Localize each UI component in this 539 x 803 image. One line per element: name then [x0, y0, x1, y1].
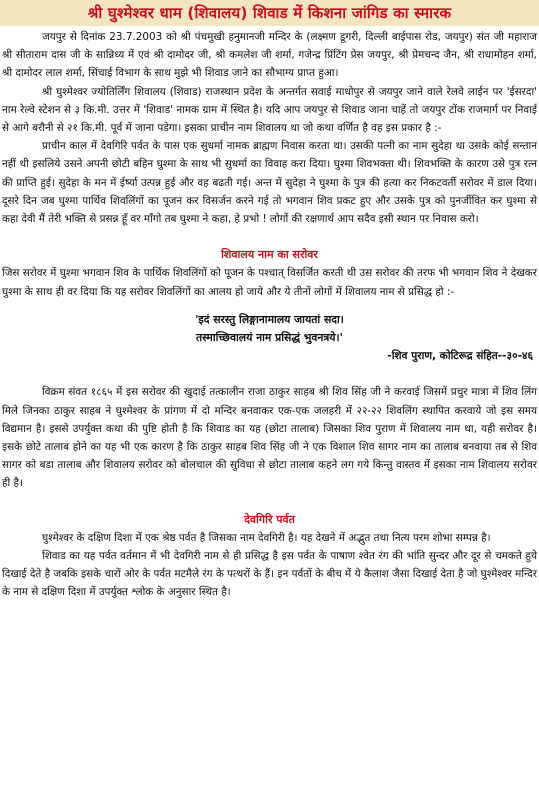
spacer: [2, 365, 537, 383]
intro-paragraph-3: प्राचीन काल में देवगिरि पर्वत के पास एक सुधर्मा नामक ब्राह्मण निवास करता था। उसकी पत्नी का नाम सुदेहा था उसके कोई सन्तान नहीं थी इसलिये उसने अपनी छोटी बहिन घुश्मा के साथ भी सुधर्मा का विवाह करा दिया। घुश्मा शिवभक्ता थी। शिवभक्ति के कारण उसे पुत्र रत्न की प्राप्ति हुई। सुदेहा के मन में ईर्ष्या उत्पन्न हुई और वह बढती गई। अन्त में सुदेहा ने घुश्मा के पुत्र की हत्या कर निकटवर्ती सरोवर में डाल दिया। दूसरे दिन जब घुश्मा पार्थिव शिवलिंगों का पूजन कर विसर्जन करने गई तो भगवान शिव प्रकट हुए और उसके पुत्र को पुनर्जीवित कर घुश्मा से कहा देवी मैं तेरी भक्ति से प्रसन्न हूँ वर माँगो तब घुश्मा ने कहा, हे प्रभो ! लोगों की रक्षणार्थ आप सदैव इसी स्थान पर निवास करो।: [2, 140, 537, 226]
intro-paragraph-2: श्री घुश्मेश्वर ज्योतिर्लिंग शिवालय (शिवाड) राजस्थान प्रदेश के अन्तर्गत सवाई माधोपुर से जयपुर जाने वाले रेलवे लाईन पर 'ईसरदा' नाम रेल्वे स्टेशन से ३ कि.मी. उत्तर में 'शिवाड' नामक ग्राम में स्थित है। यदि आप जयपुर से शिवाड जाना चाहें तो जयपुर टोंक राजमार्ग पर निवाई से आगे बरौनी से २१ कि.मी. पूर्व में जाना पडेगा। इसका प्राचीन नाम शिवालय था जो कथा वर्णित है वह इस प्रकार है :-: [2, 85, 537, 135]
shloka-line-1: 'इदं सरस्तु लिङ्गानामालय जायतां सदा।: [195, 312, 344, 326]
article-body: [0, 28, 539, 602]
devgiri-paragraph-1: घुश्मेश्वर के दक्षिण दिशा में एक श्रेष्ठ पर्वत है जिसका नाम देवगिरी है। यह देखने में अद्भुत तथा नित्य परम शोभा सम्पन्न है।: [42, 531, 491, 544]
page-title: श्री घुश्मेश्वर धाम (शिवालय) शिवाड में किशना जांगिड का स्मारक: [87, 4, 452, 22]
sarovar-paragraph-1: जिस सरोवर में घुश्मा भगवान शिव के पार्थिक शिवलिंगों को पूजन के पश्चात् विसर्जित करती थी उस सरोवर की तरफ भी भगवान शिव ने देखकर घुश्मा के साथ ही वर दिया कि यह सरोवर शिवलिंगों का आलय हो जाये और ये तीनों लोगों में शिवालय नाम से प्रसिद्ध हो :-: [2, 267, 537, 298]
spacer: [2, 301, 537, 311]
spacer: [2, 228, 537, 246]
title-band: [0, 0, 539, 26]
intro-paragraph-1: जयपुर से दिनांक 23.7.2003 को श्री पंचमुखी हनुमानजी मन्दिर के (लक्ष्मण डूगरी, दिल्ली बाईपास रोड, जयपुर) संत जी महाराज श्री सीताराम दास जी के सान्निध्य में एवं श्री दामोदर जी, श्री कमलेश जी शर्मा, गजेन्द्र प्रिंटिंग प्रेस जयपुर, श्री प्रेमचन्द जैन, श्री राधामोहन शर्मा, श्री दामोदर लाल शर्मा, सिंचाई विभाग के साथ मुझे भी शिवाड जाने का सौभाग्य प्राप्त हुआ।: [2, 31, 537, 80]
devgiri-paragraph-2: शिवाड का यह पर्वत वर्तमान में भी देवगिरी नाम से ही प्रसिद्ध है इस पर्वत के पाषाण श्वेत रंग की भांति सुन्दर और दूर से चमकते हुये दिखाई देते है जबकि इसके चारों ओर के पर्वत मटमैले रंग के पत्थरों के हैं। इन पर्वतों के बीच में ये कैलाश जैसा दिखाई देता है जो घुश्मेश्वर मन्दिर के नाम से दक्षिण दिशा में उपर्युक्त श्लोक के अनुसार स्थित है।: [2, 550, 537, 599]
shloka-line-2: तस्माच्छिवालयं नाम प्रसिद्धं भुवनत्रये।': [196, 331, 343, 345]
shloka-source: -शिव पुराण, कोटिरूद्र संहित--३०-४६: [387, 350, 533, 363]
section-heading-shivalaya-sarovar: शिवालय नाम का सरोवर: [221, 248, 318, 262]
spacer: [2, 493, 537, 511]
section-heading-devgiri-parvat: देवगिरि पर्वत: [244, 512, 295, 526]
sarovar-paragraph-2: विक्रम संवत १८६५ में इस सरोवर की खुदाई तत्कालीन राजा ठाकुर साहब श्री शिव सिंह जी ने करवाई जिसमें प्रचुर मात्रा में शिव लिंग मिले जिनका ठाकुर साहब ने घुश्मेश्वर के प्रांगण में दो मन्दिर बनवाकर एक-एक जलहरी में २२-२२ शिवलिंग स्थापित करवाये जो इस समय विद्यमान है। इससे उपर्युक्त कथा की पुष्टि होती है कि शिवाड का यह (छोटा तालाब) जिसका शिव पुराण में शिवालय नाम था, यही सरोवर है। इसके छोटे तालाब होने का यह भी एक कारण है कि ठाकुर साहब शिव सिंह जी ने एक विशाल शिव सागर नाम का तालाब बनवाया तब से शिव सागर को बडा तालाब और शिवालय सरोवर को बोलचाल की सुविधा से छोटा तालाब कहने लग गये किन्तु वास्तव में इसका नाम शिवालय सरोवर ही है।: [2, 386, 537, 490]
